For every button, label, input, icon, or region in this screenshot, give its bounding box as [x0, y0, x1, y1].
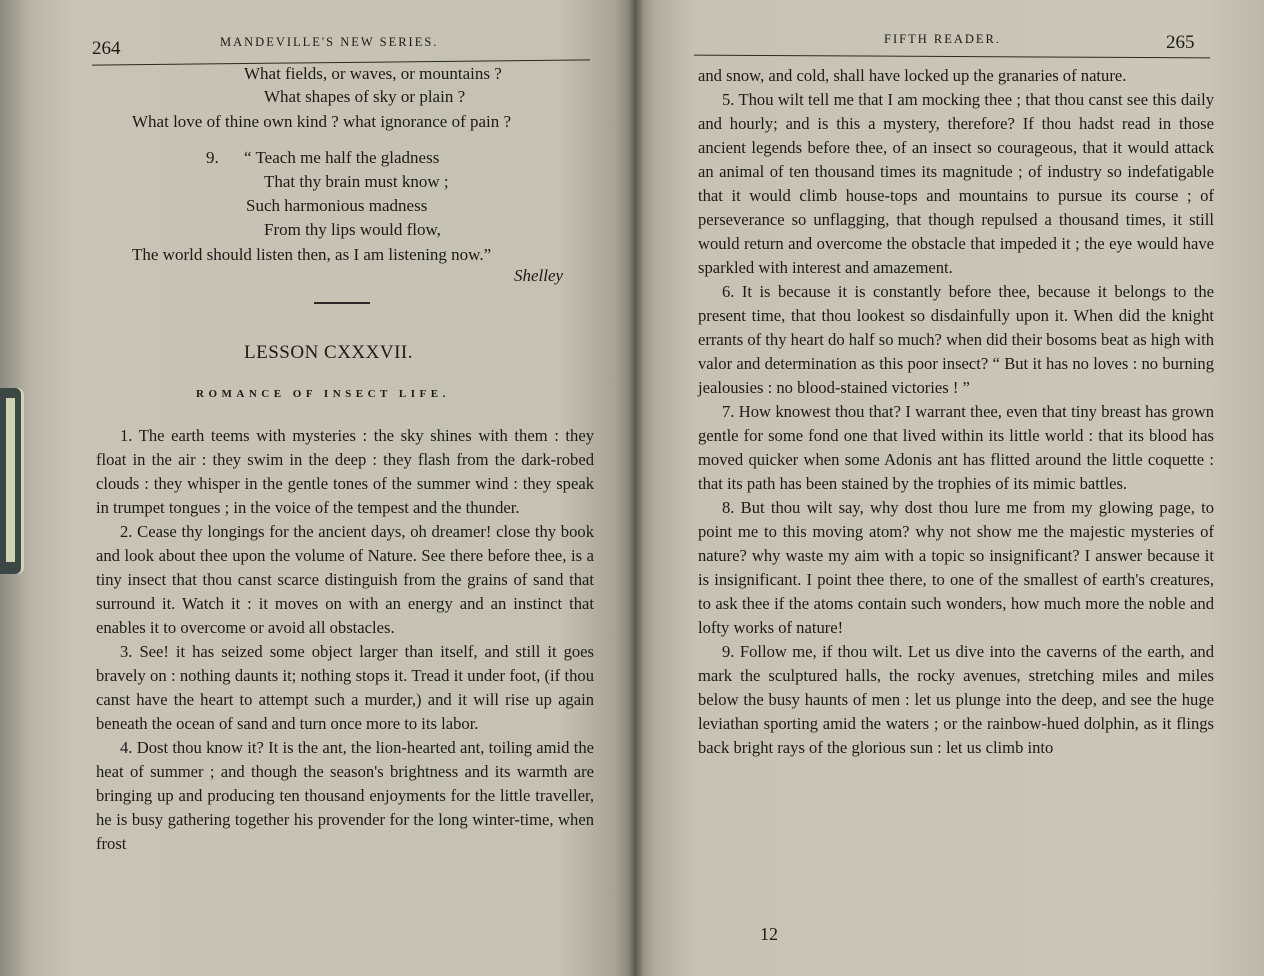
- verse-line: What fields, or waves, or mountains ?: [244, 64, 502, 83]
- book-gutter: [628, 0, 644, 976]
- paragraph: 5. Thou wilt tell me that I am mocking thee ; that thou canst see this daily and hourly; and is this a mystery, therefore? If thou hadst read in those ancient legends before thee, of an insect so courageous, that it would attack an animal of ten thousand times its magnitude ; of industry so indefatigable that it would climb house-tops and mountains to pursue its course ; of perseverance so unflagging, that though repulsed a thousand times, it still would return and overcome the obstacle that impeded it ; the eye would have sparkled with interest and amazement.: [698, 90, 1214, 277]
- section-divider: [314, 302, 370, 304]
- right-head-rule: [694, 55, 1210, 59]
- paragraph: 9. Follow me, if thou wilt. Let us dive into the caverns of the earth, and mark the sculptured halls, the rocky avenues, stretching miles and miles below the busy haunts of men : let us plunge into the deep, and see the huge leviathan sporting amid the waters ; or the rainbow-hued dolphin, as it flings back bright rays of the glorious sun : let us climb into: [698, 642, 1214, 757]
- paragraph: 4. Dost thou know it? It is the ant, the lion-hearted ant, toiling amid the heat of summer ; and though the season's brightness and its warmth are bringing up and producing ten thousand enjoyments for the little traveller, he is busy gathering together his provender for the long winter-time, when frost: [96, 738, 594, 853]
- verse-line: The world should listen then, as I am listening now.”: [132, 245, 492, 264]
- signature-mark: 12: [760, 924, 778, 944]
- left-body-text: [96, 424, 594, 856]
- paragraph: 3. See! it has seized some object larger than itself, and still it goes bravely on : nothing daunts it; nothing stops it. Tread it under foot, (if thou canst have the heart to attempt such a murder,) and it will rise up again beneath the ocean of sand and turn once more to its labor.: [96, 642, 594, 733]
- stanza-number: 9.: [206, 148, 219, 167]
- bookmark-tab: [0, 388, 24, 574]
- lesson-title: LESSON CXXXVII.: [244, 342, 413, 363]
- verse-line: “ Teach me half the gladness: [244, 148, 440, 167]
- lesson-subtitle: ROMANCE OF INSECT LIFE.: [196, 388, 450, 400]
- paragraph: 2. Cease thy longings for the ancient days, oh dreamer! close thy book and look about thee upon the volume of Nature. See there before thee, is a tiny insect that thou canst scarce distinguish from the grains of sand that surround it. Watch it : it moves on with an energy and an instinct that enables it to overcome or avoid all obstacles.: [96, 522, 594, 637]
- left-page-number: 264: [92, 38, 121, 59]
- paragraph: 1. The earth teems with mysteries : the sky shines with them : they float in the air : they swim in the deep : they flash from the dark-robed clouds : they whisper in the gentle tones of the summer wind : they speak in trumpet tongues ; in the voice of the tempest and the thunder.: [96, 426, 594, 517]
- paragraph: 8. But thou wilt say, why dost thou lure me from my glowing page, to point me to this moving atom? why not show me the majestic mysteries of nature? why waste my aim with a topic so insignificant? I answer because it is insignificant. I point thee there, to one of the smallest of earth's creatures, to ask thee if the atoms contain such wonders, how much more the noble and lofty works of nature!: [698, 498, 1214, 637]
- paragraph: 7. How knowest thou that? I warrant thee, even that tiny breast has grown gentle for some fond one that lived within its little world : that its blood has moved quicker when some Adonis ant has flitted around the little coquette : that its path has been stained by the trophies of its mimic battles.: [698, 402, 1214, 493]
- paragraph: 6. It is because it is constantly before thee, because it belongs to the present time, that thou lookest so disdainfully upon it. When did the knight errants of thy heart do half so much? when did their bosoms beat as high with valor and determination as this poor insect? “ But it has no loves : no burning jealousies : no blood-stained victories ! ”: [698, 282, 1214, 397]
- right-body-text: [698, 64, 1214, 760]
- continuation-text: and snow, and cold, shall have locked up the granaries of nature.: [698, 66, 1127, 85]
- right-running-head: FIFTH READER.: [884, 32, 1001, 46]
- verse-line: That thy brain must know ;: [264, 172, 449, 191]
- verse-line: What love of thine own kind ? what ignorance of pain ?: [132, 112, 512, 131]
- left-running-head: MANDEVILLE'S NEW SERIES.: [220, 35, 439, 49]
- right-page-number: 265: [1166, 32, 1195, 53]
- verse-line: From thy lips would flow,: [264, 220, 441, 239]
- verse-line: Such harmonious madness: [246, 196, 428, 215]
- verse-line: What shapes of sky or plain ?: [264, 87, 466, 106]
- right-page: [636, 0, 1264, 976]
- attribution: Shelley: [514, 266, 564, 285]
